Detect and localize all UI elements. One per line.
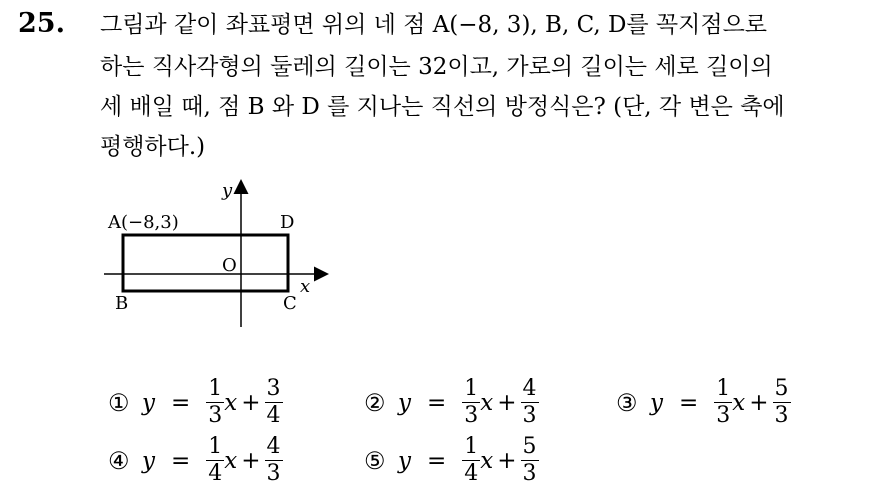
choice-4-plus: + <box>241 447 261 474</box>
choice-4-intercept: $\frac{4}{3}$ <box>266 434 281 486</box>
choice-4-var-y: y <box>142 447 155 474</box>
choice-1-var-x: x <box>224 389 238 416</box>
label-x: x <box>300 276 311 297</box>
question-text-line-2: 하는 직사각형의 둘레의 길이는 32이고, 가로의 길이는 세로 길이의 <box>100 54 773 80</box>
coordinate-figure <box>96 172 336 332</box>
choice-4-slope: $\frac{1}{4}$ <box>208 434 223 486</box>
rectangle-abcd <box>123 235 288 291</box>
question-text-line-3: 세 배일 때, 점 B 와 D 를 지나는 직선의 방정식은? (단, 각 변은 축에 <box>100 94 785 120</box>
choice-1-slope: $\frac{1}{3}$ <box>208 376 223 428</box>
label-o: O <box>222 255 237 276</box>
choice-3-slope: $\frac{1}{3}$ <box>716 376 731 428</box>
choice-3-intercept: $\frac{5}{3}$ <box>774 376 789 428</box>
choice-5-var-y: y <box>398 447 411 474</box>
label-d: D <box>280 212 295 233</box>
choice-1-equals: = <box>171 389 191 416</box>
choice-5-var-x: x <box>480 447 494 474</box>
choice-4-marker: ④ <box>108 446 130 475</box>
choice-2-slope: $\frac{1}{3}$ <box>464 376 479 428</box>
choice-2-intercept: $\frac{4}{3}$ <box>522 376 537 428</box>
choice-2[interactable] <box>364 378 539 427</box>
question-number: 25. <box>18 8 65 39</box>
label-a: A(−8,3) <box>108 212 179 233</box>
choice-4-var-x: x <box>224 447 238 474</box>
choice-5-marker: ⑤ <box>364 446 386 475</box>
choice-1-intercept: $\frac{3}{4}$ <box>266 376 281 428</box>
choice-2-marker: ② <box>364 388 386 417</box>
choice-3-var-y: y <box>650 389 663 416</box>
choice-5-intercept: $\frac{5}{3}$ <box>522 434 537 486</box>
choice-2-plus: + <box>497 389 517 416</box>
label-y: y <box>222 180 233 201</box>
choice-2-var-y: y <box>398 389 411 416</box>
choice-1-var-y: y <box>142 389 155 416</box>
choice-2-equals: = <box>427 389 447 416</box>
choice-5-plus: + <box>497 447 517 474</box>
choice-3[interactable] <box>616 378 791 427</box>
choice-5-slope: $\frac{1}{4}$ <box>464 434 479 486</box>
choice-5-equals: = <box>427 447 447 474</box>
choice-1[interactable] <box>108 378 283 427</box>
choice-1-plus: + <box>241 389 261 416</box>
choice-4[interactable] <box>108 436 283 485</box>
question-text-line-4: 평행하다.) <box>100 134 206 160</box>
choice-3-var-x: x <box>732 389 746 416</box>
choice-4-equals: = <box>171 447 191 474</box>
label-c: C <box>283 293 297 314</box>
label-b: B <box>115 293 129 314</box>
choice-3-equals: = <box>679 389 699 416</box>
choice-5[interactable] <box>364 436 539 485</box>
choice-3-plus: + <box>749 389 769 416</box>
question-text-line-1: 그림과 같이 좌표평면 위의 네 점 A(−8, 3), B, C, D를 꼭지점으로 <box>100 12 768 38</box>
choice-2-var-x: x <box>480 389 494 416</box>
coordinate-plane <box>96 172 336 332</box>
choice-3-marker: ③ <box>616 388 638 417</box>
choice-1-marker: ① <box>108 388 130 417</box>
